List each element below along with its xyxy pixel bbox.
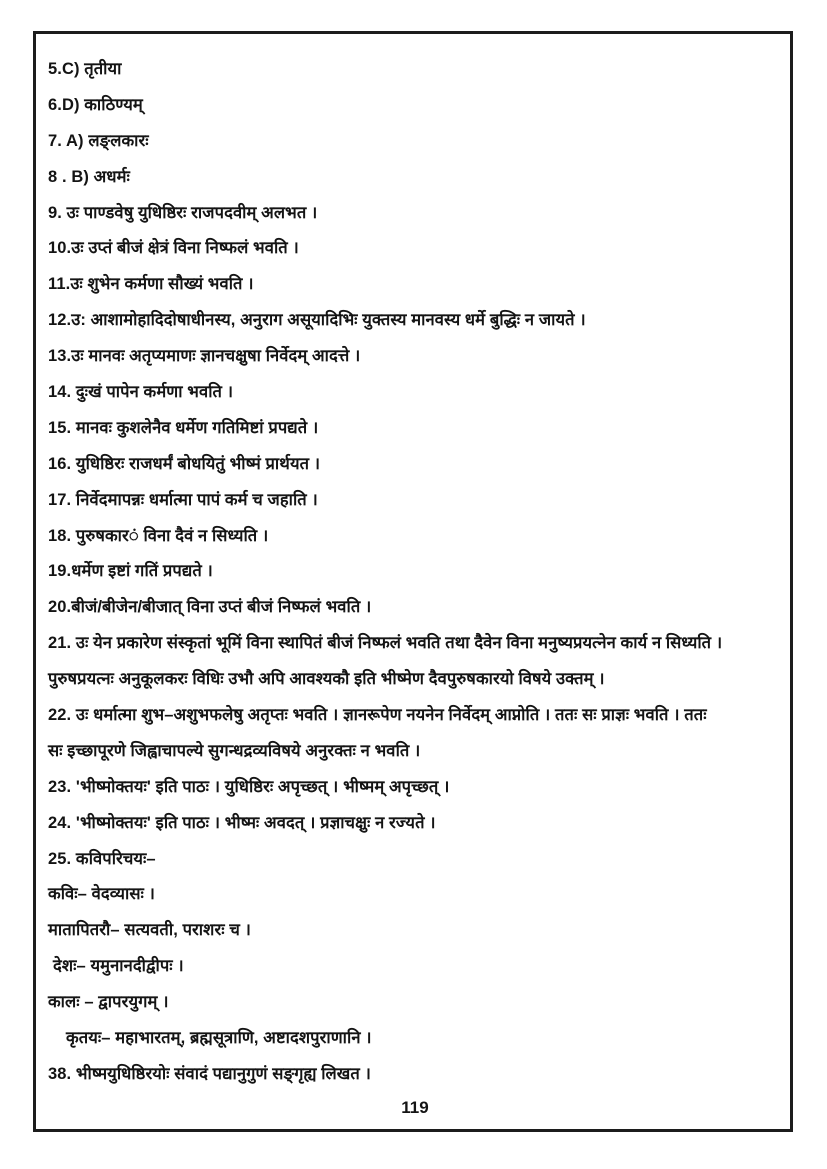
answer-line-20: 20.बीजं/बीजेन/बीजात् विना उप्तं बीजं निष्फलं भवति । [48, 598, 372, 617]
answer-line-22: 22. उः धर्मात्मा शुभ–अशुभफलेषु अतृप्तः भवति । ज्ञानरूपेण नयनेन निर्वेदम् आप्नोति । ततः सः प्राज्ञः भवति । ततः [48, 706, 707, 725]
poet-intro-era: कालः – द्वापरयुगम् । [48, 993, 169, 1012]
answer-line-18: 18. पुरुषकार◌ं विना दैवं न सिध्यति । [48, 526, 269, 545]
answer-line-9: 9. उः पाण्डवेषु युधिष्ठिरः राजपदवीम् अलभत । [48, 203, 318, 222]
answer-line-10: 10.उः उप्तं बीजं क्षेत्रं विना निष्फलं भवति । [48, 239, 299, 258]
answer-line-24: 24. 'भीष्मोक्तयः' इति पाठः । भीष्मः अवदत् । प्रज्ञाचक्षुः न रज्यते । [48, 813, 436, 832]
page-number: 119 [401, 1097, 429, 1117]
poet-intro-parents: मातापितरौ– सत्यवती, पराशरः च । [48, 921, 251, 940]
answer-line-8: 8 . B) अधर्मः [48, 167, 130, 186]
poet-intro-place: देशः– यमुनानदीद्वीपः । [53, 957, 184, 976]
answer-line-12: 12.उ: आशामोहादिदोषाधीनस्य, अनुराग असूयादिभिः युक्तस्य मानवस्य धर्मे बुद्धिः न जायते । [48, 311, 586, 330]
answer-line-23: 23. 'भीष्मोक्तयः' इति पाठः । युधिष्ठिरः अपृच्छत् । भीष्मम् अपृच्छत् । [48, 777, 450, 796]
answer-line-6: 6.D) काठिण्यम् [48, 95, 143, 114]
answer-line-7: 7. A) लङ्लकारः [48, 131, 149, 150]
poet-intro-poet: कविः– वेदव्यासः । [48, 885, 155, 904]
answer-line-38: 38. भीष्मयुधिष्ठिरयोः संवादं पद्यानुगुणं सङ्गृह्य लिखत । [48, 1064, 371, 1083]
answer-line-19: 19.धर्मेण इष्टां गतिं प्रपद्यते । [48, 562, 213, 581]
answer-line-16: 16. युधिष्ठिरः राजधर्मं बोधयितुं भीष्मं प्रार्थयत । [48, 454, 321, 473]
answer-line-5: 5.C) तृतीया [48, 60, 122, 78]
answer-line-21-continued: पुरुषप्रयत्नः अनुकूलकरः विधिः उभौ अपि आवश्यकौ इति भीष्मेण दैवपुरुषकारयो विषये उक्तम् । [48, 670, 605, 689]
answer-sheet-content [36, 34, 790, 1121]
answer-line-17: 17. निर्वेदमापन्नः धर्मात्मा पापं कर्म च जहाति । [48, 490, 318, 509]
page-border [33, 31, 793, 1132]
answer-line-14: 14. दुःखं पापेन कर्मणा भवति । [48, 383, 234, 402]
answer-line-11: 11.उः शुभेन कर्मणा सौख्यं भवति । [48, 275, 254, 294]
answer-line-21: 21. उः येन प्रकारेण संस्कृतां भूमिं विना स्थापितं बीजं निष्फलं भवति तथा दैवेन विना मनुष्यप्रयत्नेन कार्य न सिध्यति । [48, 634, 723, 653]
answer-line-13: 13.उः मानवः अतृप्यमाणः ज्ञानचक्षुषा निर्वेदम् आदत्ते । [48, 347, 361, 366]
poet-intro-works: कृतयः– महाभारतम्, ब्रह्मसूत्राणि, अष्टादशपुराणानि । [66, 1029, 372, 1048]
answer-line-15: 15. मानवः कुशलेनैव धर्मेण गतिमिष्टां प्रपद्यते । [48, 418, 319, 437]
answer-line-22-continued: सः इच्छापूरणे जिह्वाचापल्ये सुगन्धद्रव्यविषये अनुरक्तः न भवति । [48, 741, 421, 760]
answer-line-25: 25. कविपरिचयः– [48, 849, 156, 868]
